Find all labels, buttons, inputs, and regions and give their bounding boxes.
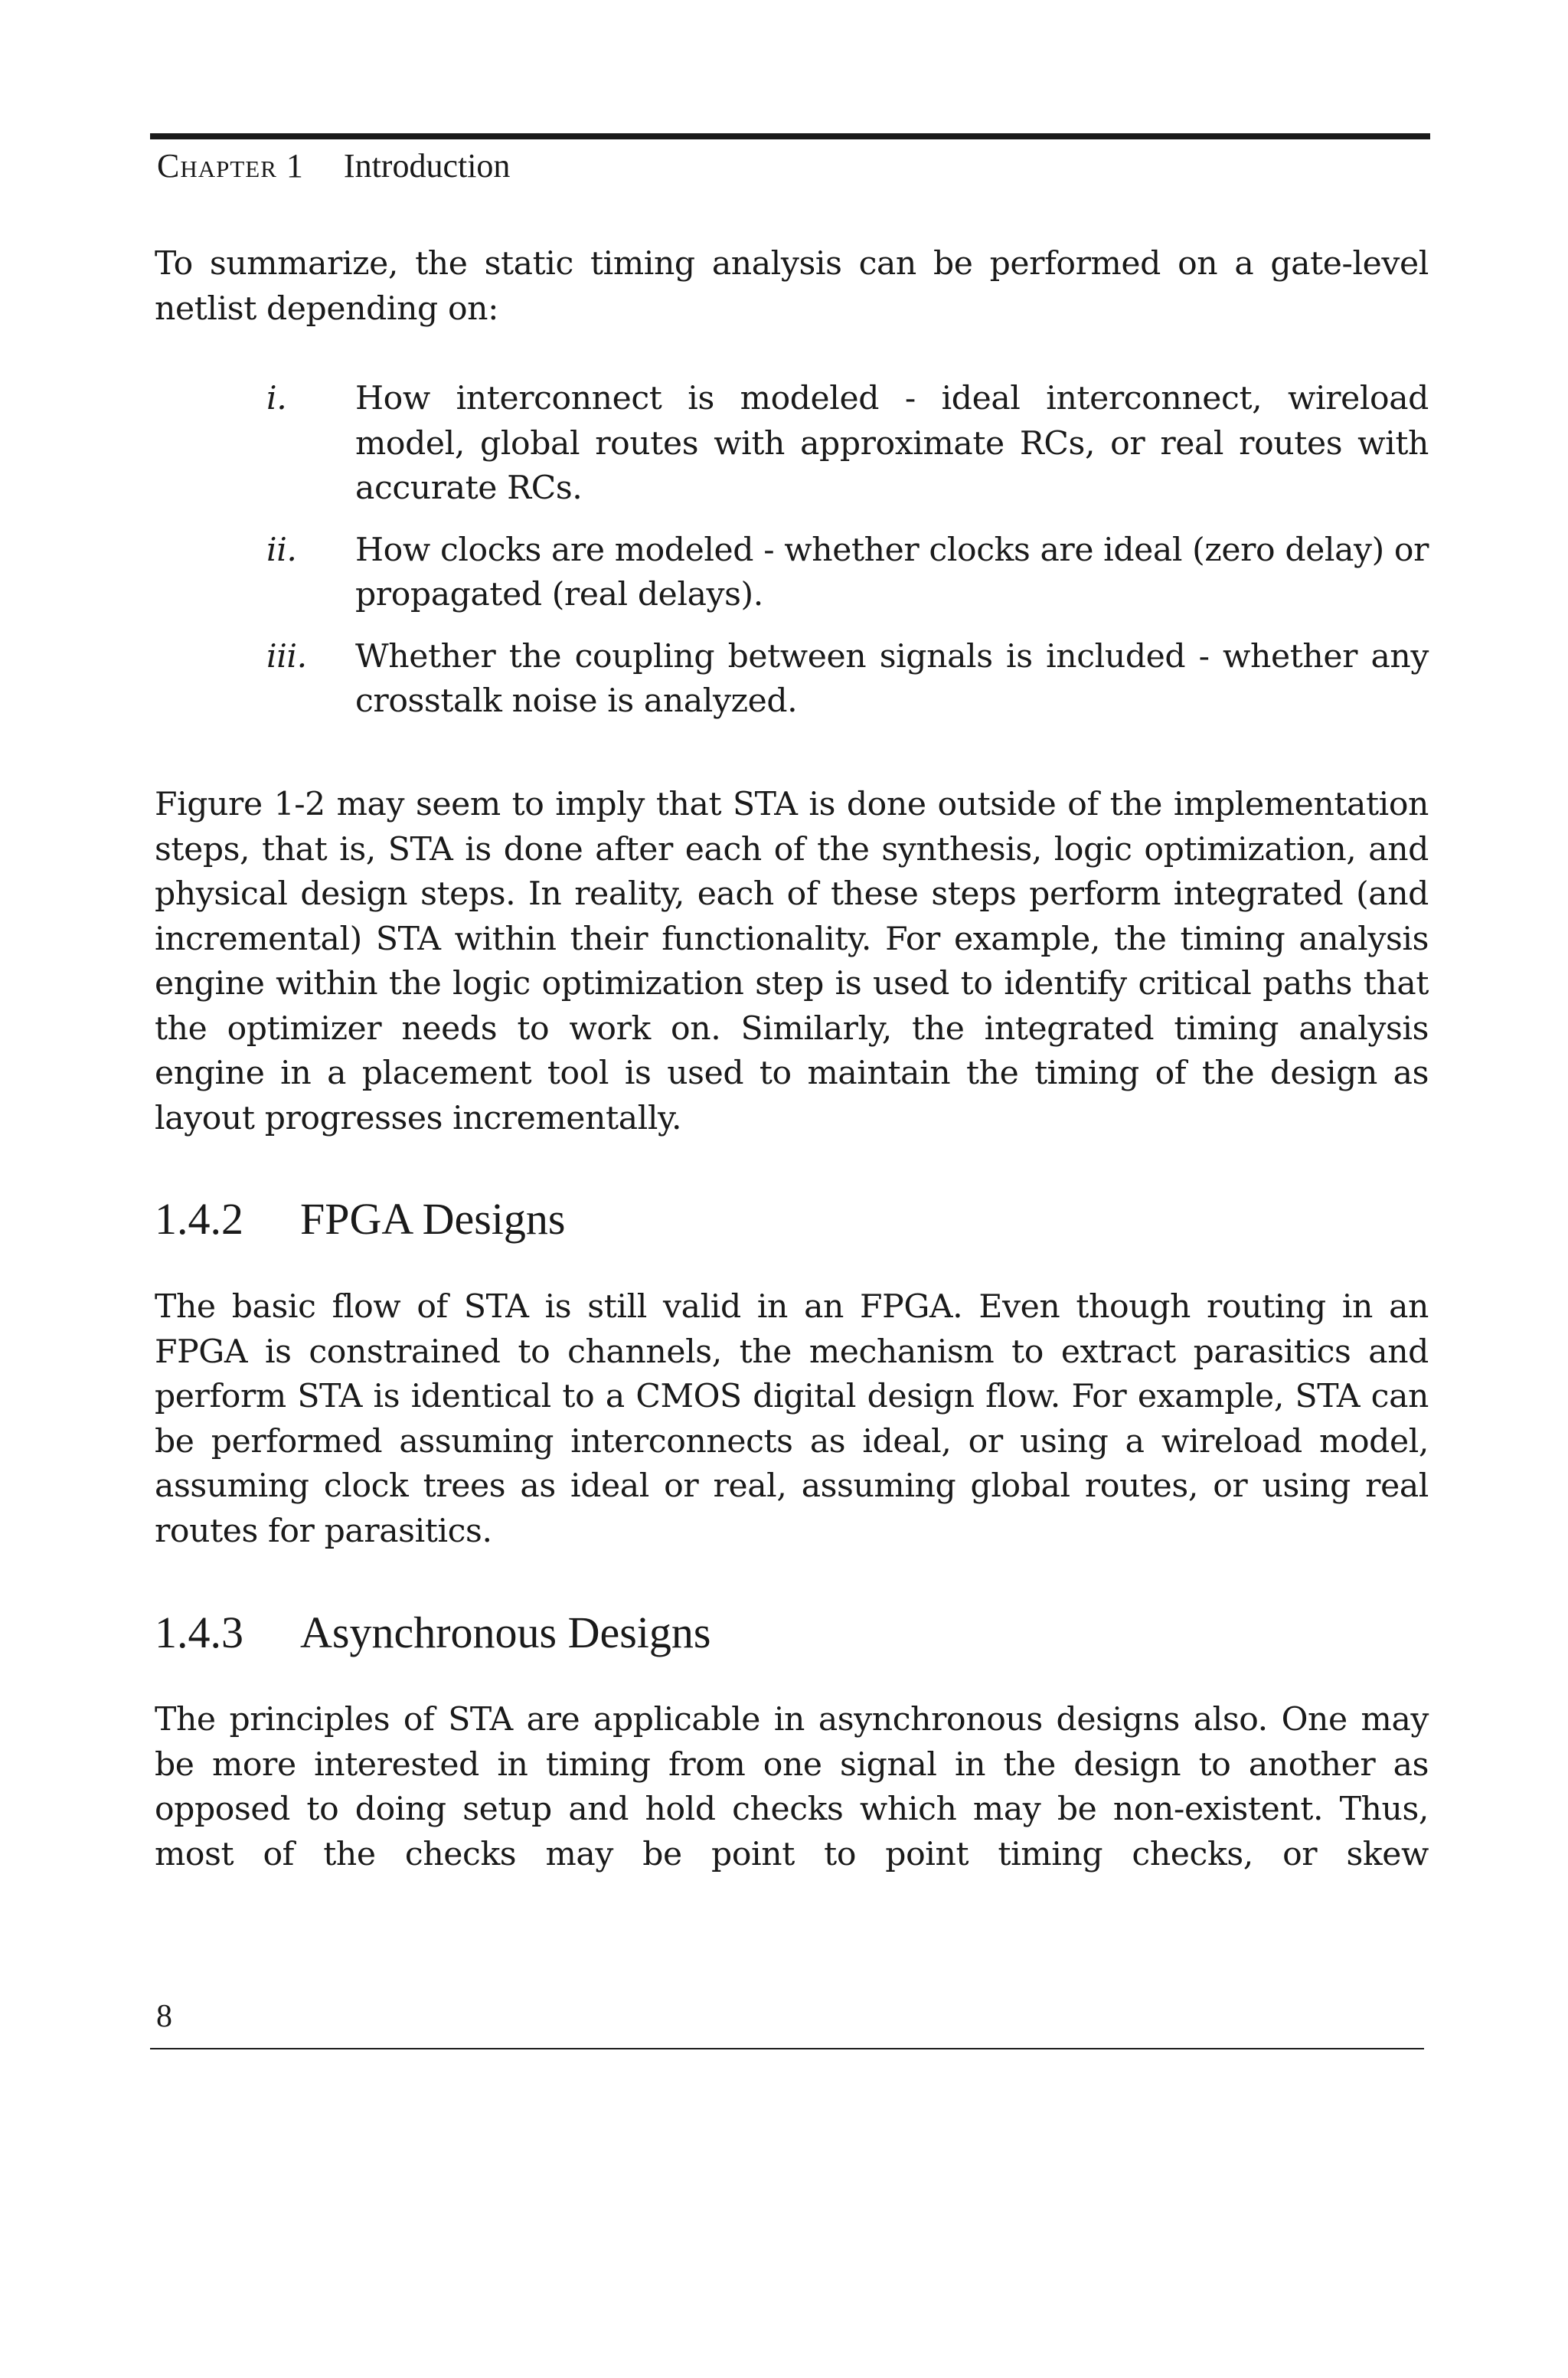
sta-implementation-paragraph: Figure 1-2 may seem to imply that STA is done outside of the implementation steps, that is, STA is done after each of the synthesis, logic optimization, and physical design steps. In reality, each of these steps perform integrated (and incremental) STA within their functionality. For example, the timing analysis engine within the logic optimization step is used to identify critical paths that the optimizer needs to work on. Similarly, the integrated timing analysis engine in a placement tool is used to maintain the timing of the design as layout progresses incrementally. [155,786,1429,1137]
list-item [155,377,1429,512]
intro-paragraph: To summarize, the static timing analysis can be performed on a gate-level netlist depending on: [155,245,1429,328]
section-heading-fpga [155,1192,565,1246]
list-item-text: Whether the coupling between signals is included - whether any crosstalk noise is analyzed. [355,637,1429,720]
section-title: FPGA Designs [300,1194,566,1244]
header-rule [150,133,1430,139]
section-number: 1.4.2 [155,1194,243,1244]
section-heading-async [155,1606,710,1660]
chapter-label: Chapter 1 [157,147,304,185]
list-item [155,528,1429,618]
list-item-number: ii. [266,531,297,569]
list-item [155,635,1429,725]
fpga-paragraph: The basic flow of STA is still valid in an FPGA. Even though routing in an FPGA is constrained to channels, the mechanism to extract parasitics and perform STA is identical to a CMOS digital design flow. For example, STA can be performed assuming interconnects as ideal, or using a wireload model, assuming clock trees as ideal or real, assuming global routes, or using real routes for parasitics. [155,1288,1429,1550]
analysis-factors-list [155,377,1429,741]
list-item-text: How clocks are modeled - whether clocks are ideal (zero delay) or propagated (real delays). [355,531,1429,613]
running-head [157,146,510,187]
chapter-title: Introduction [343,147,511,185]
async-paragraph: The principles of STA are applicable in asynchronous designs also. One may be more interested in timing from one signal in the design to another as opposed to doing setup and hold checks which may be non-existent. Thus, most of the checks may be point to point timing checks, or skew [155,1701,1429,1873]
section-number: 1.4.3 [155,1608,243,1657]
list-item-number: iii. [266,637,307,675]
section-title: Asynchronous Designs [300,1608,711,1657]
list-item-text: How interconnect is modeled - ideal interconnect, wireload model, global routes with approximate RCs, or real routes with accurate RCs. [355,380,1429,507]
list-item-number: i. [266,380,287,417]
footer-rule [150,2048,1424,2049]
page-number: 8 [156,1999,172,2034]
